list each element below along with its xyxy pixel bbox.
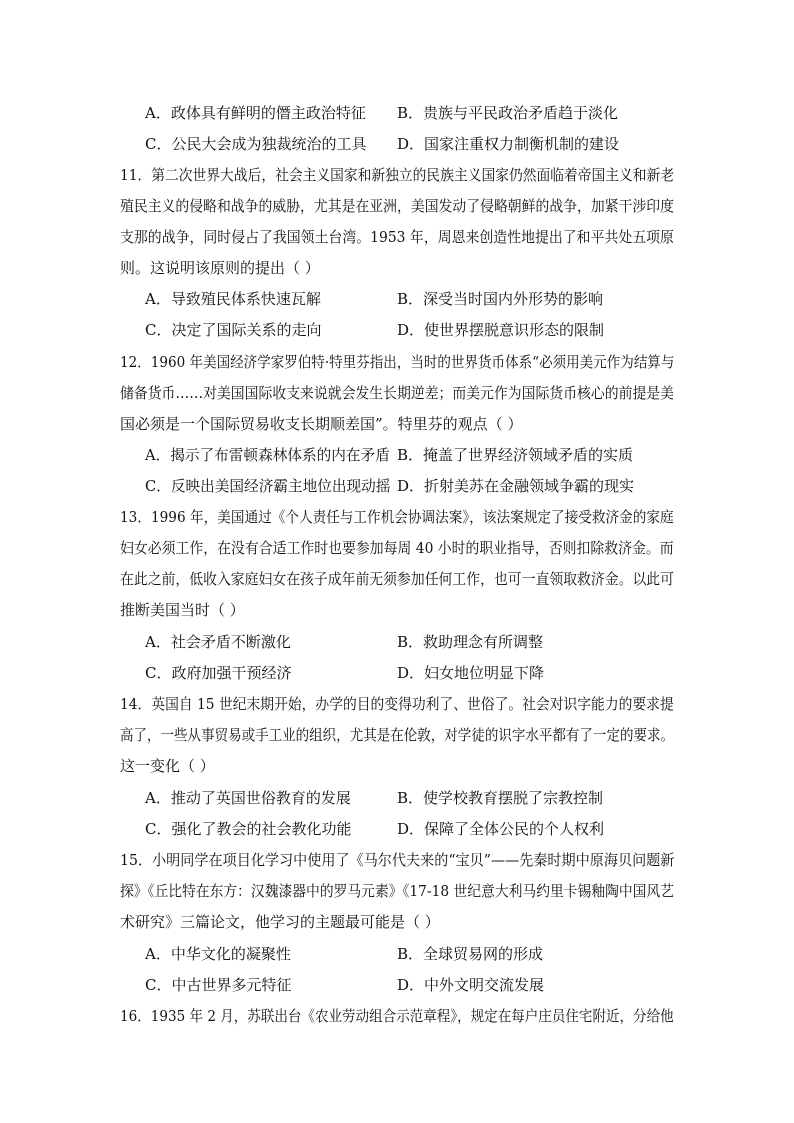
option-c: C．强化了教会的社会教化功能 <box>145 820 352 838</box>
option-d: D．国家注重权力制衡机制的建设 <box>397 135 620 153</box>
option-d: D．保障了全体公民的个人权利 <box>397 820 605 838</box>
option-c: C．政府加强干预经济 <box>145 664 292 682</box>
option-d: D．折射美苏在金融领域争霸的现实 <box>397 477 635 495</box>
question-11-line: 支那的战争，同时侵占了我国领土台湾。1953 年，周恩来创造性地提出了和平共处五项原 <box>120 228 674 246</box>
question-12-line: 储备货币……对美国国际收支来说就会发生长期逆差；而美元作为国际货币核心的前提是美 <box>120 384 675 402</box>
question-13-line: 妇女必须工作，在没有合适工作时也要参加每周 40 小时的职业指导，否则扣除救济金。而 <box>120 539 674 557</box>
option-c: C．公民大会成为独裁统治的工具 <box>145 135 367 153</box>
option-d: D．使世界摆脱意识形态的限制 <box>397 321 605 339</box>
question-15-line: 术研究》三篇论文，他学习的主题最可能是（ ） <box>120 913 440 931</box>
option-b: B．全球贸易网的形成 <box>397 945 544 963</box>
question-11-line: 则。这说明该原则的提出（ ） <box>120 259 320 277</box>
option-a: A．中华文化的凝聚性 <box>145 945 291 963</box>
option-c: C．中古世界多元特征 <box>145 976 292 994</box>
option-c: C．反映出美国经济霸主地位出现动摇 <box>145 477 391 495</box>
option-a: A．推动了英国世俗教育的发展 <box>145 789 351 807</box>
option-a: A．揭示了布雷顿森林体系的内在矛盾 <box>145 446 390 464</box>
option-a: A．政体具有鲜明的僭主政治特征 <box>145 104 366 122</box>
question-13-line: 在此之前，低收入家庭妇女在孩子成年前无须参加任何工作，也可一直领取救济金。以此可 <box>120 570 675 588</box>
option-b: B．使学校教育摆脱了宗教控制 <box>397 789 604 807</box>
question-13-line: 13．1996 年，美国通过《个人责任与工作机会协调法案》，该法案规定了接受救济金的家庭 <box>120 508 674 526</box>
question-12-line: 12．1960 年美国经济学家罗伯特·特里芬指出，当时的世界货币体系“必须用美元作为结算与 <box>120 353 675 371</box>
question-11-line: 11．第二次世界大战后，社会主义国家和新独立的民族主义国家仍然面临着帝国主义和新老 <box>120 166 675 184</box>
question-15-line: 15．小明同学在项目化学习中使用了《马尔代夫来的“宝贝”——先秦时期中原海贝问题新 <box>120 851 675 869</box>
option-c: C．决定了国际关系的走向 <box>145 321 322 339</box>
question-13-line: 推断美国当时（ ） <box>120 601 245 619</box>
question-16-line: 16．1935 年 2 月，苏联出台《农业劳动组合示范章程》，规定在每户庄员住宅附近，分给他 <box>120 1007 674 1025</box>
option-d: D．妇女地位明显下降 <box>397 664 545 682</box>
option-d: D．中外文明交流发展 <box>397 976 545 994</box>
question-11-line: 殖民主义的侵略和战争的威胁，尤其是在亚洲，美国发动了侵略朝鲜的战争，加紧干涉印度 <box>120 197 675 215</box>
option-b: B．深受当时国内外形势的影响 <box>397 290 604 308</box>
option-b: B．救助理念有所调整 <box>397 633 544 651</box>
option-b: B．贵族与平民政治矛盾趋于淡化 <box>397 104 619 122</box>
question-15-line: 探》《丘比特在东方：汉魏漆器中的罗马元素》《17-18 世纪意大利马约里卡锡釉陶中国风艺 <box>120 882 675 900</box>
option-a: A．社会矛盾不断激化 <box>145 633 291 651</box>
option-a: A．导致殖民体系快速瓦解 <box>145 290 321 308</box>
question-14-line: 14．英国自 15 世纪末期开始，办学的目的变得功利了、世俗了。社会对识字能力的要求提 <box>120 695 674 713</box>
question-14-line: 这一变化（ ） <box>120 757 215 775</box>
question-12-line: 国必须是一个国际贸易收支长期顺差国”。特里芬的观点（ ） <box>120 415 523 433</box>
question-14-line: 高了，一些从事贸易或手工业的组织，尤其是在伦敦，对学徒的识字水平都有了一定的要求。 <box>120 726 675 744</box>
option-b: B．掩盖了世界经济领域矛盾的实质 <box>397 446 634 464</box>
